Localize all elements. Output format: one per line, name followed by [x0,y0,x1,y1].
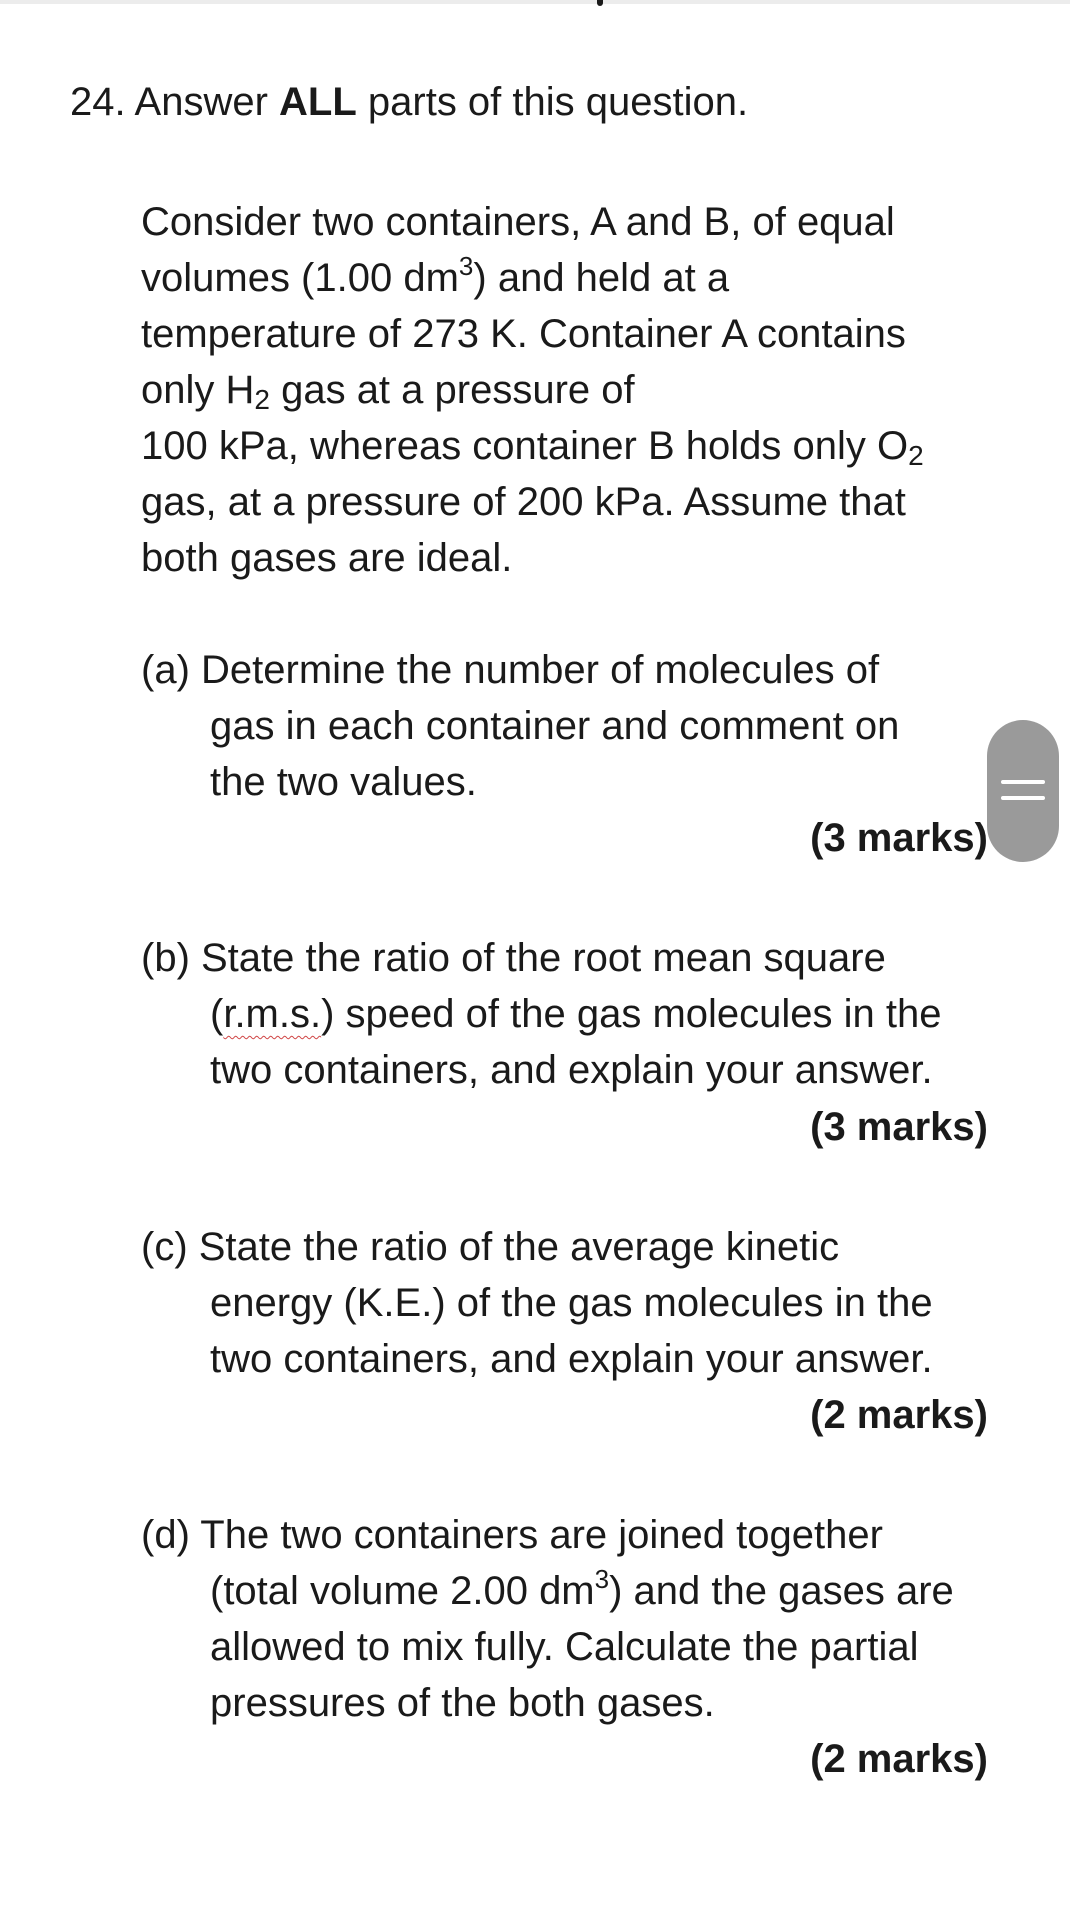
intro-line-3: temperature of 273 K. Container A contains [141,312,906,356]
part-d-line-2: (total volume 2.00 $dm^3$) and the gases are [210,1564,954,1613]
intro-line-2: volumes (1.00 $dm^3$) and held at a [141,251,730,300]
scroll-handle[interactable] [987,720,1059,862]
part-c-line-3: two containers, and explain your answer. [210,1337,933,1381]
grip-line-icon [1001,780,1045,784]
part-b-marks: (3 marks) [810,1105,988,1149]
part-a-line-2: gas in each container and comment on [210,704,900,748]
question-heading [70,74,748,130]
question-number: 24. [70,80,126,124]
part-d-marks: (2 marks) [810,1737,988,1781]
instruction-post: parts of this question. [356,80,749,124]
grip-line-icon [1001,796,1045,800]
part-d-line-1: (d) The two containers are joined together [141,1513,883,1557]
question-intro [141,194,924,586]
part-d-line-3: allowed to mix fully. Calculate the partial [210,1625,919,1669]
superscript: 3 [594,1564,610,1594]
instruction-pre: Answer [134,80,280,124]
part-b-line-1: (b) State the ratio of the root mean square [141,936,886,980]
subscript: 2 [254,384,270,415]
part-b-line-3: two containers, and explain your answer. [210,1048,933,1092]
part-b [141,930,941,1098]
subscript: 2 [908,440,924,471]
top-edge-mark [597,0,603,6]
part-a-marks: (3 marks) [810,816,988,860]
top-edge-bar [0,0,1070,4]
part-b-line-2: (r.m.s.) speed of the gas molecules in the [210,992,942,1036]
intro-line-5: 100 kPa, whereas container B holds only $O_2$ [141,424,924,471]
part-c [141,1219,933,1387]
part-a-line-3: the two values. [210,760,477,804]
intro-line-1: Consider two containers, A and B, of equal [141,200,895,244]
part-c-line-1: (c) State the ratio of the average kinetic [141,1225,840,1269]
instruction-bold: ALL [279,80,357,124]
part-a-line-1: (a) Determine the number of molecules of [141,648,880,692]
part-c-marks: (2 marks) [810,1393,988,1437]
intro-line-4: only $H_2$ gas at a pressure of [141,368,635,415]
part-c-line-2: energy (K.E.) of the gas molecules in the [210,1281,933,1325]
intro-line-7: both gases are ideal. [141,536,513,580]
spellcheck-underlined-abbr: r.m.s. [223,992,322,1036]
superscript: 3 [458,251,474,281]
part-d-line-4: pressures of the both gases. [210,1681,715,1725]
intro-line-6: gas, at a pressure of 200 kPa. Assume that [141,480,906,524]
part-a [141,642,899,810]
part-d [141,1507,954,1731]
